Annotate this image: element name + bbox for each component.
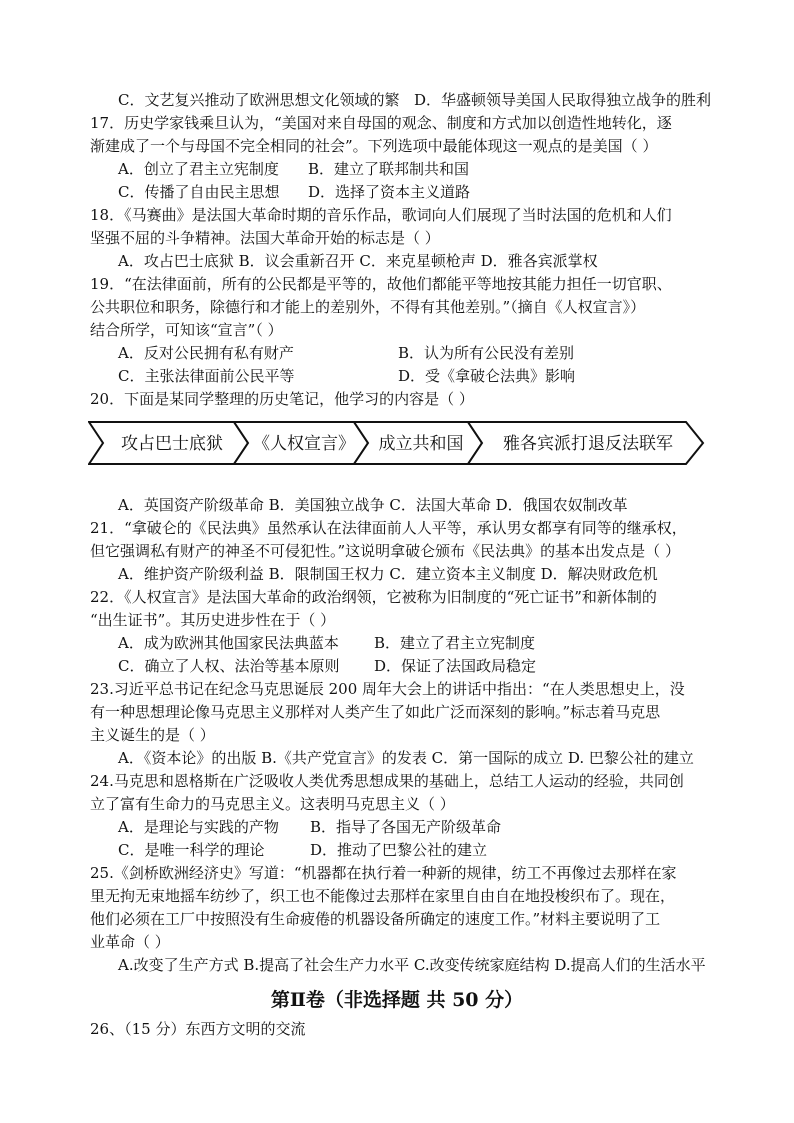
q26-stem: 26、（15 分）东西方文明的交流 bbox=[90, 1020, 306, 1038]
q23-stem-line1: 23.习近平总书记在纪念马克思诞辰 200 周年大会上的讲话中指出：“在人类思想史上，没 bbox=[90, 680, 685, 698]
flow-step-3 bbox=[354, 422, 482, 464]
q19-option-b: B．认为所有公民没有差别 bbox=[398, 344, 575, 362]
q22-stem-line1: 22．《人权宣言》是法国大革命的政治纲领，它被称为旧制度的“死亡证书”和新体制的 bbox=[90, 588, 657, 606]
q25-stem-line4: 业革命（ ） bbox=[90, 933, 170, 951]
q20-flow-diagram bbox=[88, 418, 708, 468]
q17-option-c: C．传播了自由民主思想 bbox=[118, 183, 280, 201]
q24-option-c: C．是唯一科学的理论 bbox=[118, 841, 265, 859]
flow-step-4-label: 雅各宾派打退反法联军 bbox=[503, 434, 673, 454]
flow-step-1-label: 攻占巴士底狱 bbox=[121, 434, 223, 454]
q25-options: A.改变了生产方式 B.提高了社会生产力水平 C.改变传统家庭结构 D.提高人们的生活水平 bbox=[118, 956, 706, 974]
q25-stem-line1: 25.《剑桥欧洲经济史》写道：“机器都在执行着一种新的规律，纺工不再像过去那样在家 bbox=[90, 864, 677, 882]
q21-options: A．维护资产阶级利益 B．限制国王权力 C．建立资本主义制度 D．解决财政危机 bbox=[118, 565, 658, 583]
q18-options: A．攻占巴士底狱 B．议会重新召开 C．来克星顿枪声 D．雅各宾派掌权 bbox=[118, 252, 598, 270]
q19-option-c: C．主张法律面前公民平等 bbox=[118, 367, 295, 385]
q24-stem-line1: 24.马克思和恩格斯在广泛吸收人类优秀思想成果的基础上，总结工人运动的经验，共同创 bbox=[90, 772, 684, 790]
q25-stem-line3: 他们必须在工厂中按照没有生命疲倦的机器设备所确定的速度工作。”材料主要说明了工 bbox=[90, 910, 661, 928]
flow-step-1 bbox=[89, 422, 248, 464]
q18-stem-line2: 坚强不屈的斗争精神。法国大革命开始的标志是（ ） bbox=[90, 229, 440, 247]
q21-stem-line2: 但它强调私有财产的神圣不可侵犯性。”这说明拿破仑颁布《民法典》的基本出发点是（ ） bbox=[90, 542, 680, 560]
q19-stem-line2: 公共职位和职务，除德行和才能上的差别外，不得有其他差别。”（摘自《人权宣言》） bbox=[90, 298, 646, 316]
q18-stem-line1: 18．《马赛曲》是法国大革命时期的音乐作品，歌词向人们展现了当时法国的危机和人们 bbox=[90, 206, 672, 224]
q22-option-b: B．建立了君主立宪制度 bbox=[374, 634, 536, 652]
q25-stem-line2: 里无拘无束地摇车纺纱了，织工也不能像过去那样在家里自由自在地投梭织布了。现在， bbox=[90, 887, 676, 905]
q24-option-d: D．推动了巴黎公社的建立 bbox=[310, 841, 488, 859]
q16-option-c: C．文艺复兴推动了欧洲思想文化领域的繁 bbox=[118, 91, 400, 109]
q19-option-a: A．反对公民拥有私有财产 bbox=[118, 344, 294, 362]
q22-stem-line2: “出生证书”。其历史进步性在于（ ） bbox=[90, 611, 336, 629]
q24-stem-line2: 立了富有生命力的马克思主义。这表明马克思主义（ ） bbox=[90, 795, 455, 813]
q23-stem-line2: 有一种思想理论像马克思主义那样对人类产生了如此广泛而深刻的影响。”标志着马克思 bbox=[90, 703, 661, 721]
q20-options: A．英国资产阶级革命 B．美国独立战争 C．法国大革命 D．俄国农奴制改革 bbox=[118, 496, 628, 514]
section-2-title: 第Ⅱ卷（非选择题 共 50 分） bbox=[270, 989, 524, 1011]
q23-options: A．《资本论》的出版 B.《共产党宣言》的发表 C．第一国际的成立 D. 巴黎公社的建立 bbox=[118, 749, 694, 767]
q19-stem-line3: 结合所学，可知该“宣言”（ ） bbox=[90, 321, 283, 339]
flow-step-4 bbox=[468, 422, 703, 464]
q16-option-d: D．华盛顿领导美国人民取得独立战争的胜利 bbox=[414, 91, 712, 109]
q21-stem-line1: 21．“拿破仑的《民法典》虽然承认在法律面前人人平等，承认男女都享有同等的继承权， bbox=[90, 519, 687, 537]
q17-option-b: B．建立了联邦制共和国 bbox=[308, 160, 470, 178]
q22-option-c: C．确立了人权、法治等基本原则 bbox=[118, 657, 340, 675]
flow-step-3-label: 成立共和国 bbox=[378, 434, 464, 454]
q19-stem-line1: 19．“在法律面前，所有的公民都是平等的，故他们都能平等地按其能力担任一切官职、 bbox=[90, 275, 672, 293]
q17-option-d: D．选择了资本主义道路 bbox=[308, 183, 471, 201]
q19-option-d: D．受《拿破仑法典》影响 bbox=[398, 367, 576, 385]
q24-option-b: B．指导了各国无产阶级革命 bbox=[310, 818, 502, 836]
q17-option-a: A．创立了君主立宪制度 bbox=[118, 160, 279, 178]
flow-step-2-label: 《人权宣言》 bbox=[253, 434, 355, 454]
q20-stem: 20．下面是某同学整理的历史笔记，他学习的内容是（ ） bbox=[90, 390, 474, 408]
q17-stem-line2: 渐建成了一个与母国不完全相同的社会”。下列选项中最能体现这一观点的是美国（ ） bbox=[90, 137, 658, 155]
flow-step-2 bbox=[234, 422, 368, 464]
q23-stem-line3: 主义诞生的是（ ） bbox=[90, 726, 215, 744]
q24-option-a: A．是理论与实践的产物 bbox=[118, 818, 279, 836]
q22-option-a: A．成为欧洲其他国家民法典蓝本 bbox=[118, 634, 339, 652]
q17-stem-line1: 17．历史学家钱乘旦认为，“美国对来自母国的观念、制度和方式加以创造性地转化，逐 bbox=[90, 114, 672, 132]
q22-option-d: D．保证了法国政局稳定 bbox=[374, 657, 537, 675]
